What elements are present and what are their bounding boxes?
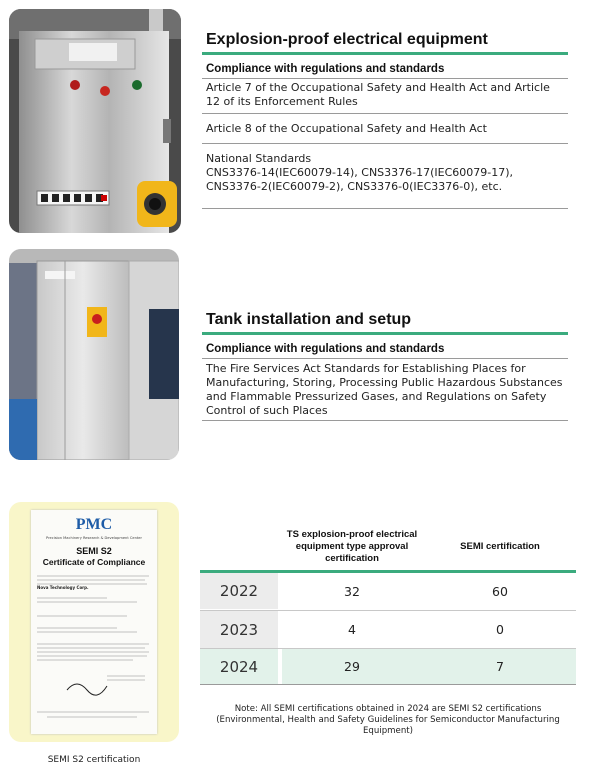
table-bottom-rule bbox=[200, 684, 576, 685]
ts-count-cell: 29 bbox=[344, 659, 360, 674]
fire-services-act-text: The Fire Services Act Standards for Establishing Places for Manufacturing, Storing, Processing Public Hazardous Substances and Flammable Pressurized Gases, and Regulations on Safety Control of such Places bbox=[206, 362, 563, 417]
table-header-ts: TS explosion-proof electrical equipment type approval certification bbox=[286, 529, 418, 564]
certificate-company: Nova Technology Corp. bbox=[37, 585, 89, 590]
divider bbox=[202, 208, 568, 209]
table-note: Note: All SEMI certifications obtained in 2024 are SEMI S2 certifications (Environmental, Health and Safety Guidelines for Semiconductor Manufacturing Equipment) bbox=[216, 704, 560, 736]
certificate-org: Precision Machinery Research & Development Center bbox=[46, 536, 142, 540]
divider bbox=[202, 113, 568, 114]
certificate-caption: SEMI S2 certification bbox=[47, 755, 141, 765]
regulation-item: Article 7 of the Occupational Safety and Health Act and Article 12 of its Enforcement Rules bbox=[206, 81, 550, 108]
section-divider bbox=[202, 332, 568, 335]
compliance-subtitle: Compliance with regulations and standards bbox=[206, 63, 445, 75]
certificate-subheading: Certificate of Compliance bbox=[42, 557, 146, 567]
divider bbox=[202, 420, 568, 421]
ts-count-cell: 32 bbox=[344, 583, 360, 599]
section-title-tank-installation: Tank installation and setup bbox=[206, 311, 412, 328]
table-header-semi: SEMI certification bbox=[460, 541, 540, 552]
certificate-heading: SEMI S2 bbox=[76, 546, 112, 556]
year-cell: 2024 bbox=[200, 649, 278, 684]
semi-count-cell: 60 bbox=[492, 583, 508, 599]
explosion-proof-cabinet-photo bbox=[9, 9, 181, 233]
section-title-explosion-proof: Explosion-proof electrical equipment bbox=[206, 31, 488, 48]
national-standards-item: National Standards CNS3376-14(IEC60079-14), CNS3376-17(IEC60079-17), CNS3376-2(IEC60079-2), CNS3376-0(IEC3376-0), etc. bbox=[206, 152, 514, 193]
year-cell: 2023 bbox=[200, 611, 278, 648]
year-cell: 2022 bbox=[200, 573, 278, 609]
divider bbox=[202, 143, 568, 144]
divider bbox=[202, 358, 568, 359]
section-divider bbox=[202, 52, 568, 55]
semi-count-cell: 7 bbox=[496, 659, 504, 674]
semi-s2-certificate-image bbox=[9, 502, 179, 742]
regulation-item: Article 8 of the Occupational Safety and Health Act bbox=[206, 122, 487, 135]
semi-count-cell: 0 bbox=[496, 622, 504, 637]
compliance-subtitle: Compliance with regulations and standards bbox=[206, 343, 445, 355]
ts-count-cell: 4 bbox=[348, 622, 356, 637]
pmc-logo: PMC bbox=[75, 516, 113, 533]
divider bbox=[202, 78, 568, 79]
tank-installation-photo bbox=[9, 249, 179, 460]
